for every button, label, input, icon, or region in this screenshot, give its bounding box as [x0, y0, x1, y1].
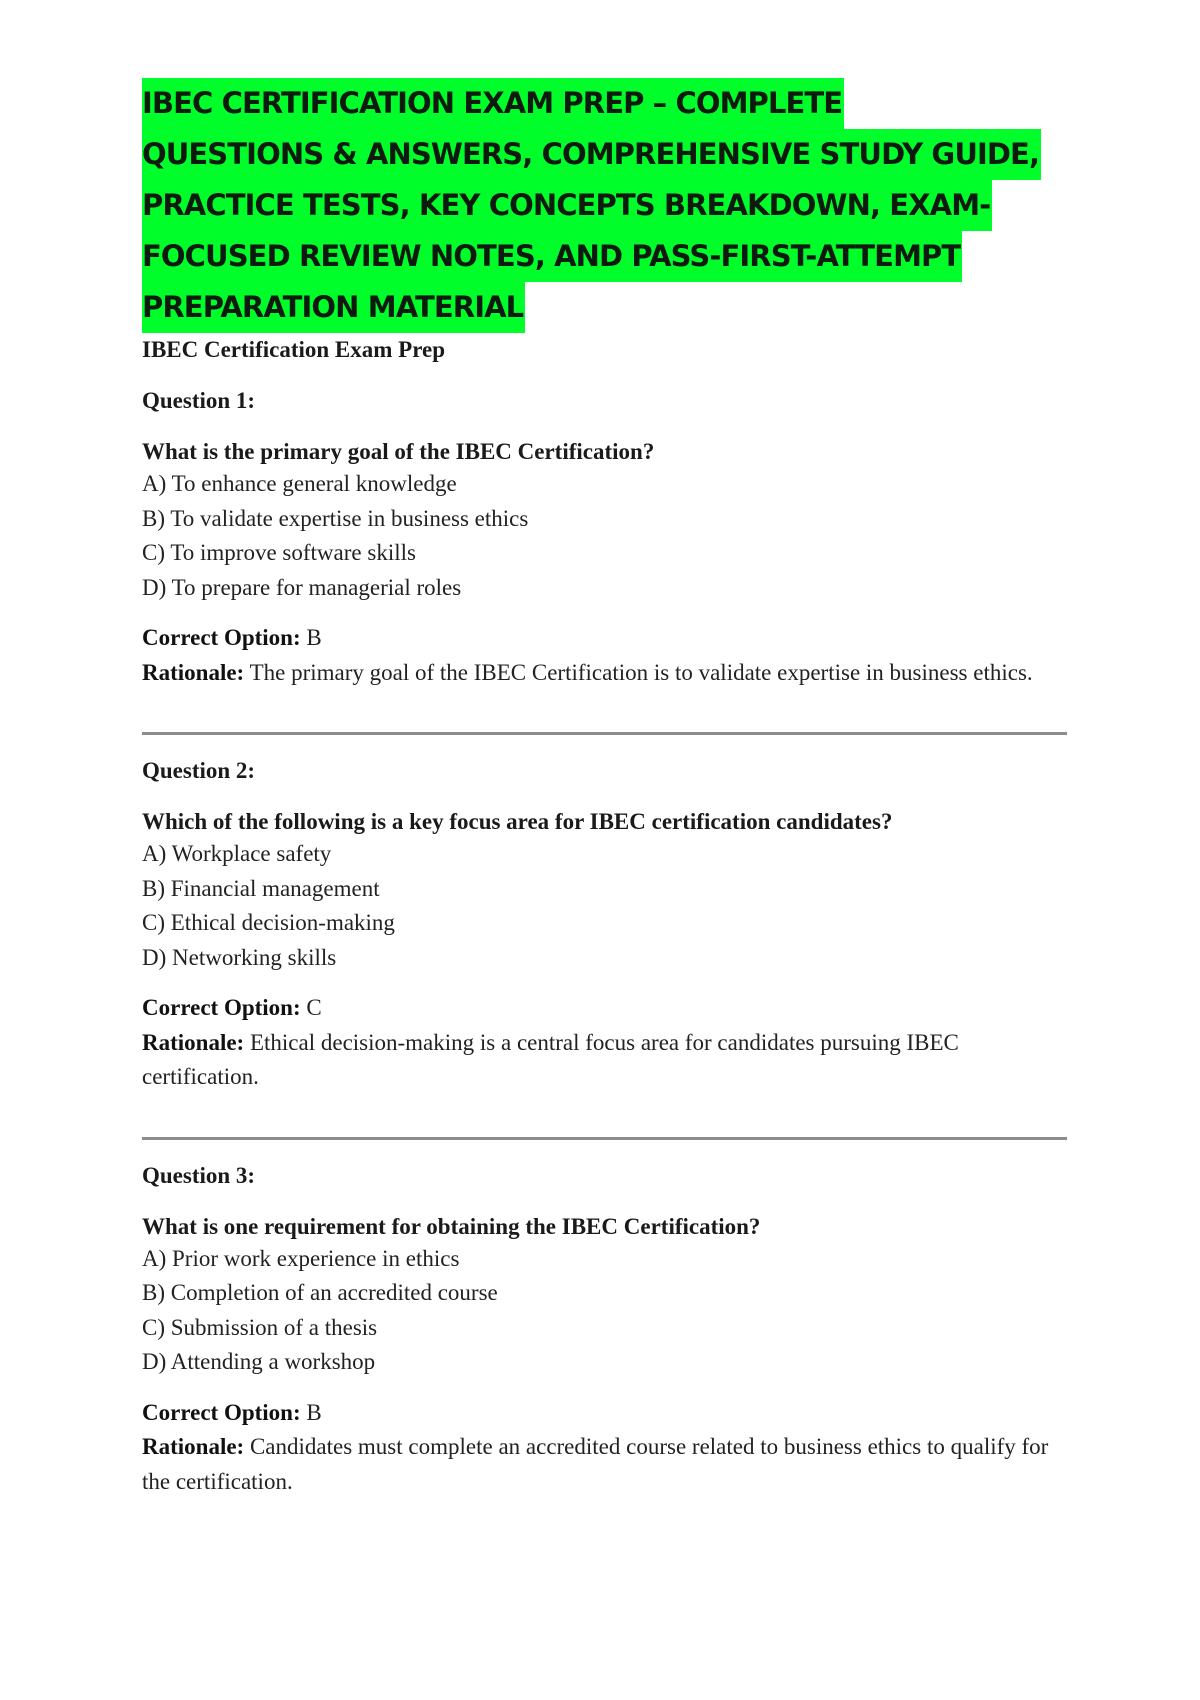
correct-option: [142, 621, 1067, 656]
answer-option: B) To validate expertise in business ethics: [142, 505, 529, 531]
answer-option: D) Networking skills: [142, 944, 337, 970]
rationale-text: The primary goal of the IBEC Certification is to validate expertise in business ethics.: [249, 659, 1033, 685]
correct-option-label: Correct Option:: [142, 1399, 301, 1425]
question-text: What is one requirement for obtaining the IBEC Certification?: [142, 1213, 761, 1239]
question-block-2: [142, 756, 1067, 1095]
question-text: Which of the following is a key focus area for IBEC certification candidates?: [142, 809, 893, 834]
question-label: Question 2:: [142, 758, 256, 783]
rationale-label: Rationale:: [142, 1434, 245, 1459]
correct-option: [142, 1396, 1067, 1431]
answer-option: D) Attending a workshop: [142, 1349, 376, 1374]
rationale-label: Rationale:: [142, 659, 245, 685]
rationale-label: Rationale:: [142, 1029, 245, 1055]
rationale-text: Ethical decision-making is a central focus area for candidates pursuing IBEC certification.: [142, 1029, 959, 1089]
correct-option-label: Correct Option:: [142, 995, 301, 1020]
correct-option-value: C: [306, 995, 322, 1020]
question-label: Question 1:: [142, 388, 256, 413]
question-block-1: [142, 386, 1067, 690]
rationale: [142, 656, 1067, 691]
correct-option: [142, 991, 1067, 1026]
answer-option: D) To prepare for managerial roles: [142, 574, 462, 600]
rationale: [142, 1430, 1067, 1499]
answer-option: A) To enhance general knowledge: [142, 471, 457, 496]
title-line: PREPARATION MATERIAL: [142, 282, 525, 333]
answer-option: B) Completion of an accredited course: [142, 1280, 498, 1305]
answer-option: A) Workplace safety: [142, 841, 332, 866]
correct-option-value: B: [306, 625, 322, 650]
document-page: [142, 78, 1067, 1499]
title-line: IBEC CERTIFICATION EXAM PREP – COMPLETE: [142, 78, 844, 129]
document-subtitle: IBEC Certification Exam Prep: [142, 337, 446, 362]
correct-option-label: Correct Option:: [142, 625, 301, 650]
answer-option: C) Ethical decision-making: [142, 910, 395, 935]
rationale: [142, 1026, 1067, 1095]
rationale-text: Candidates must complete an accredited course related to business ethics to qualify for the certification.: [142, 1434, 1049, 1494]
title-line: FOCUSED REVIEW NOTES, AND PASS-FIRST-ATTEMPT: [142, 231, 962, 282]
document-title: [142, 78, 1067, 333]
question-block-3: [142, 1161, 1067, 1500]
question-label: Question 3:: [142, 1162, 256, 1188]
title-line: QUESTIONS & ANSWERS, COMPREHENSIVE STUDY GUIDE,: [142, 129, 1041, 180]
section-divider: [142, 1137, 1067, 1140]
question-text: What is the primary goal of the IBEC Certification?: [142, 439, 655, 464]
answer-option: A) Prior work experience in ethics: [142, 1245, 460, 1271]
title-line: PRACTICE TESTS, KEY CONCEPTS BREAKDOWN, EXAM-: [142, 180, 992, 231]
correct-option-value: B: [306, 1399, 322, 1425]
answer-option: C) To improve software skills: [142, 540, 416, 565]
answer-option: C) Submission of a thesis: [142, 1314, 378, 1340]
answer-option: B) Financial management: [142, 875, 380, 901]
section-divider: [142, 732, 1067, 735]
